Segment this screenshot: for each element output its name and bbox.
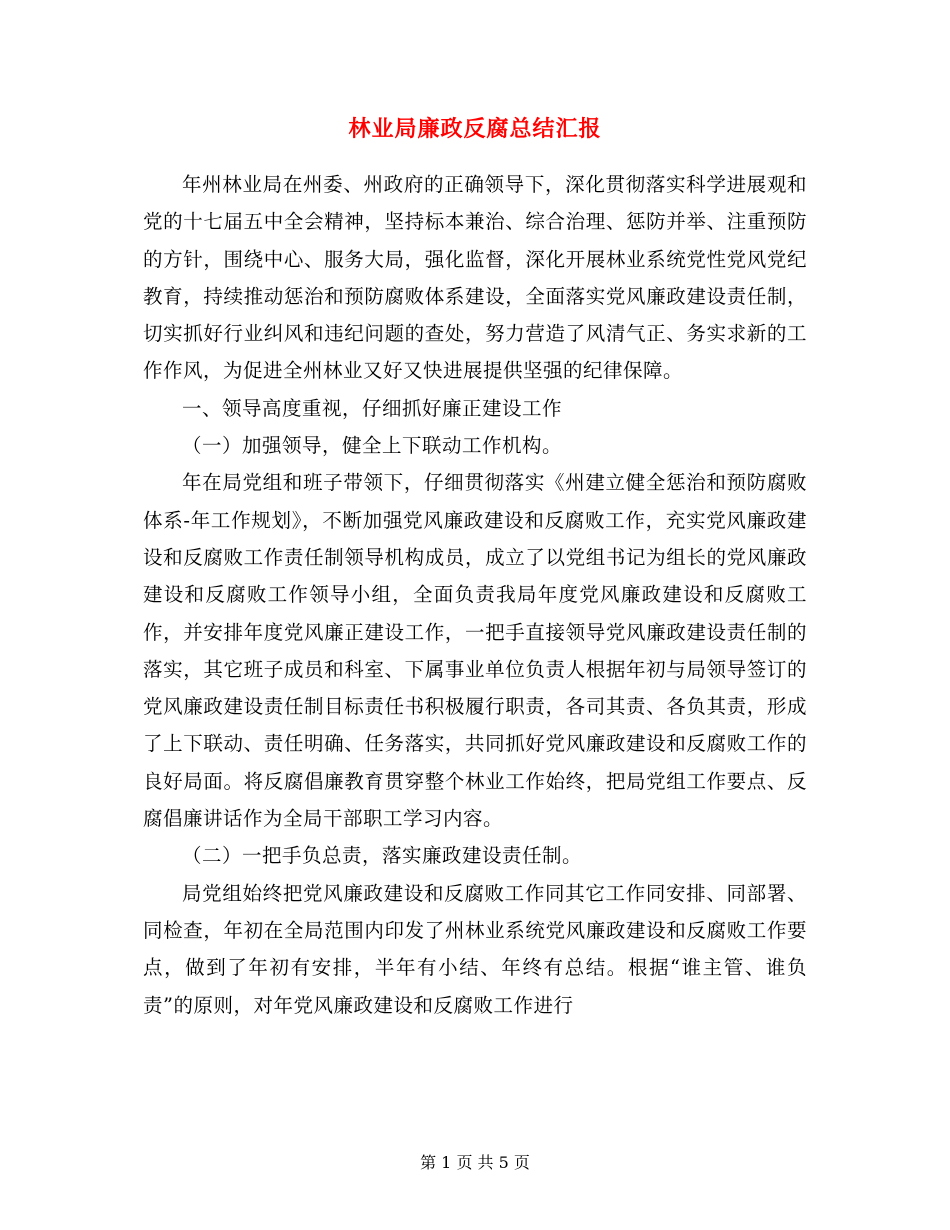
subsection-heading-2: （二）一把手负总责，落实廉政建设责任制。 <box>182 844 583 868</box>
document-title: 林业局廉政反腐总结汇报 <box>348 116 602 142</box>
subsection-heading-1: （一）加强领导，健全上下联动工作机构。 <box>182 434 563 458</box>
section-heading-1: 一、领导高度重视，仔细抓好廉正建设工作 <box>182 396 563 420</box>
paragraph-intro: 年州林业局在州委、州政府的正确领导下，深化贯彻落实科学进展观和党的十七届五中全会精神，坚持标本兼治、综合治理、惩防并举、注重预防的方针，围绕中心、服务大局，强化监督，深化开展林业系统党性党风党纪教育，持续推动惩治和预防腐败体系建设，全面落实党风廉政建设责任制，切实抓好行业纠风和违纪问题的查处，努力营造了风清气正、务实求新的工作作风，为促进全州林业又好又快进展提供坚强的纪律保障。 <box>143 173 807 383</box>
page-footer: 第 1 页 共 5 页 <box>420 1153 530 1172</box>
paragraph-leadership: 年在局党组和班子带领下，仔细贯彻落实《州建立健全惩治和预防腐败体系-年工作规划》，不断加强党风廉政建设和反腐败工作，充实党风廉政建设和反腐败工作责任制领导机构成员，成立了以党组书记为组长的党风廉政建设和反腐败工作领导小组，全面负责我局年度党风廉政建设和反腐败工作，并安排年度党风廉正建设工作，一把手直接领导党风廉政建设责任制的落实，其它班子成员和科室、下属事业单位负责人根据年初与局领导签订的党风廉政建设责任制目标责任书积极履行职责，各司其责、各负其责，形成了上下联动、责任明确、任务落实，共同抓好党风廉政建设和反腐败工作的良好局面。将反腐倡廉教育贯穿整个林业工作始终，把局党组工作要点、反腐倡廉讲话作为全局干部职工学习内容。 <box>143 471 807 831</box>
paragraph-responsibility: 局党组始终把党风廉政建设和反腐败工作同其它工作同安排、同部署、同检查，年初在全局范围内印发了州林业系统党风廉政建设和反腐败工作要点，做到了年初有安排，半年有小结、年终有总结。根据“谁主管、谁负责”的原则，对年党风廉政建设和反腐败工作进行 <box>143 881 807 1017</box>
document-body <box>143 166 807 1024</box>
